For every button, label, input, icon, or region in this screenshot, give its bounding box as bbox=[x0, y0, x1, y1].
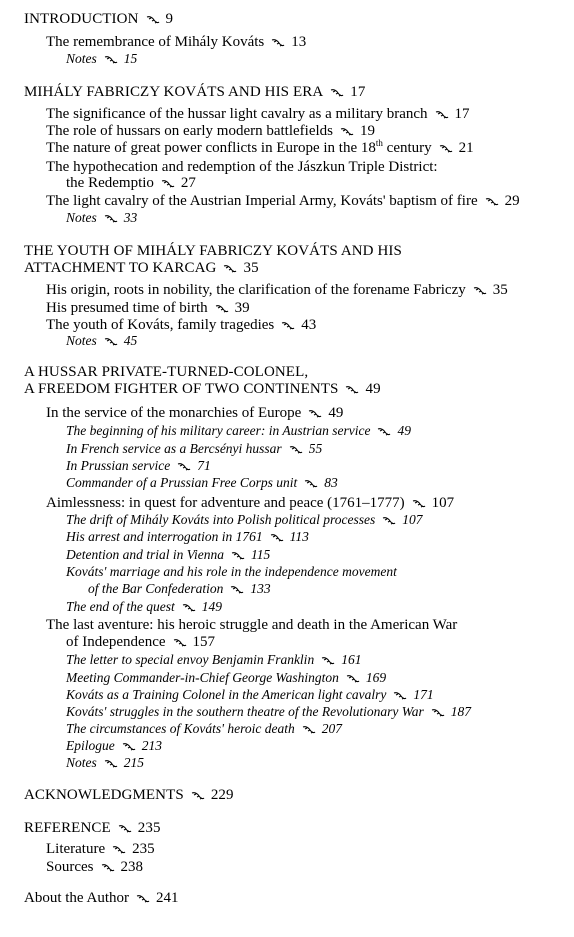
leaf-ornament-icon bbox=[302, 725, 316, 735]
toc-line bbox=[46, 404, 343, 422]
toc-line bbox=[24, 242, 402, 260]
toc-page-number: 187 bbox=[450, 704, 471, 719]
leaf-ornament-icon bbox=[431, 708, 445, 718]
toc-page-number: 213 bbox=[141, 738, 162, 753]
leaf-ornament-icon bbox=[146, 15, 160, 25]
leaf-ornament-icon bbox=[345, 385, 359, 395]
toc-line bbox=[24, 259, 259, 277]
toc-entry-title: Epilogue bbox=[66, 738, 115, 753]
toc-entry-title: Commander of a Prussian Free Corps unit bbox=[66, 475, 298, 490]
toc-entry-title: The significance of the hussar light cavalry as a military branch bbox=[46, 106, 428, 122]
toc-page-number: 29 bbox=[504, 193, 520, 209]
toc-entry-title: The light cavalry of the Austrian Imperial Army, Kováts' baptism of fire bbox=[46, 193, 478, 209]
toc-line bbox=[66, 457, 211, 475]
toc-page-number: 238 bbox=[120, 859, 143, 875]
toc-line bbox=[66, 528, 309, 546]
leaf-ornament-icon bbox=[104, 214, 118, 224]
toc-entry-title: ATTACHMENT TO KARCAG bbox=[24, 260, 217, 276]
toc-entry-title: In the service of the monarchies of Europe bbox=[46, 405, 302, 421]
leaf-ornament-icon bbox=[104, 759, 118, 769]
leaf-ornament-icon bbox=[191, 791, 205, 801]
toc-entry-title: The letter to special envoy Benjamin Franklin bbox=[66, 652, 315, 667]
toc-page-number: 35 bbox=[492, 282, 508, 298]
toc-page-number: 15 bbox=[123, 51, 138, 66]
toc-line bbox=[66, 669, 386, 687]
toc-line bbox=[66, 703, 471, 721]
toc-page-number: 43 bbox=[301, 317, 317, 333]
toc-page-number: 49 bbox=[365, 381, 381, 397]
toc-entry-title: REFERENCE bbox=[24, 820, 111, 836]
toc-line bbox=[66, 440, 322, 458]
leaf-ornament-icon bbox=[289, 445, 303, 455]
toc-page-number: 157 bbox=[192, 634, 216, 650]
leaf-ornament-icon bbox=[439, 144, 453, 154]
toc-page-number: 33 bbox=[123, 210, 138, 225]
toc-entry-title: Kováts' struggles in the southern theatre of the Revolutionary War bbox=[66, 704, 424, 719]
toc-line bbox=[46, 840, 155, 858]
toc-entry-title: of Independence bbox=[66, 634, 166, 650]
toc-line bbox=[46, 139, 474, 157]
toc-page-number: 71 bbox=[197, 458, 211, 473]
toc-page-number: 19 bbox=[360, 123, 375, 139]
toc-entry-title: Notes bbox=[66, 333, 97, 348]
toc-page-number: 13 bbox=[291, 34, 307, 50]
toc-entry-title: In Prussian service bbox=[66, 458, 171, 473]
toc-line bbox=[46, 494, 454, 512]
toc-page-number: 241 bbox=[156, 890, 179, 906]
toc-entry-title: INTRODUCTION bbox=[24, 11, 139, 27]
leaf-ornament-icon bbox=[308, 409, 322, 419]
leaf-ornament-icon bbox=[271, 38, 285, 48]
leaf-ornament-icon bbox=[215, 304, 229, 314]
leaf-ornament-icon bbox=[393, 691, 407, 701]
leaf-ornament-icon bbox=[230, 585, 244, 595]
leaf-ornament-icon bbox=[304, 479, 318, 489]
toc-entry-title: His arrest and interrogation in 1761 bbox=[66, 529, 263, 544]
toc-entry-title: The youth of Kováts, family tragedies bbox=[46, 317, 275, 333]
leaf-ornament-icon bbox=[101, 863, 115, 873]
toc-page-number: 55 bbox=[308, 441, 323, 456]
toc-page-number: 45 bbox=[123, 333, 138, 348]
toc-entry-title: The remembrance of Mihály Kováts bbox=[46, 34, 265, 50]
toc-line bbox=[46, 616, 457, 634]
toc-line bbox=[66, 174, 196, 192]
toc-line bbox=[24, 819, 161, 837]
leaf-ornament-icon bbox=[346, 674, 360, 684]
toc-page-number: 235 bbox=[137, 820, 161, 836]
toc-entry-title: His presumed time of birth bbox=[46, 300, 208, 316]
toc-entry-title: A FREEDOM FIGHTER OF TWO CONTINENTS bbox=[24, 381, 339, 397]
toc-entry-title: Notes bbox=[66, 755, 97, 770]
leaf-ornament-icon bbox=[182, 603, 196, 613]
toc-entry-title: Notes bbox=[66, 210, 97, 225]
toc-entry-title: Kováts' marriage and his role in the independence movement bbox=[66, 564, 397, 579]
toc-line bbox=[46, 281, 508, 299]
toc-page-number: 229 bbox=[210, 787, 234, 803]
toc-line bbox=[66, 50, 137, 68]
toc-entry-title: ACKNOWLEDGMENTS bbox=[24, 787, 184, 803]
toc-page-number: 149 bbox=[201, 599, 222, 614]
toc-entry-title: Notes bbox=[66, 51, 97, 66]
leaf-ornament-icon bbox=[231, 551, 245, 561]
toc-line bbox=[66, 546, 270, 564]
toc-page-number: 133 bbox=[250, 581, 271, 596]
toc-line bbox=[66, 511, 422, 529]
toc-page-number: 169 bbox=[365, 670, 387, 685]
toc-entry-title: About the Author bbox=[24, 890, 129, 906]
leaf-ornament-icon bbox=[473, 286, 487, 296]
leaf-ornament-icon bbox=[122, 742, 136, 752]
toc-page-number: 107 bbox=[431, 495, 455, 511]
leaf-ornament-icon bbox=[136, 894, 150, 904]
toc-page-number: 9 bbox=[165, 11, 174, 27]
toc-page-number: 21 bbox=[458, 140, 474, 156]
toc-line bbox=[66, 720, 342, 738]
toc-page-number: 107 bbox=[402, 512, 423, 527]
toc-page-number: 171 bbox=[413, 687, 434, 702]
leaf-ornament-icon bbox=[177, 462, 191, 472]
toc-line bbox=[24, 363, 308, 381]
leaf-ornament-icon bbox=[412, 499, 426, 509]
toc-line bbox=[66, 737, 162, 755]
toc-line bbox=[66, 422, 411, 440]
toc-line bbox=[66, 651, 361, 669]
toc-entry-title: the Redemptio bbox=[66, 175, 154, 191]
toc-page-number: 35 bbox=[243, 260, 259, 276]
leaf-ornament-icon bbox=[161, 179, 175, 189]
toc-entry-title: Kováts as a Training Colonel in the American light cavalry bbox=[66, 687, 387, 702]
toc-page-number: 235 bbox=[132, 841, 155, 857]
toc-line bbox=[24, 83, 365, 101]
leaf-ornament-icon bbox=[104, 55, 118, 65]
toc-entry-title: of the Bar Confederation bbox=[88, 581, 224, 596]
toc-entry-title: The hypothecation and redemption of the Jászkun Triple District: bbox=[46, 159, 438, 175]
leaf-ornament-icon bbox=[173, 638, 187, 648]
toc-line bbox=[66, 474, 338, 492]
toc-entry-title: The beginning of his military career: in Austrian service bbox=[66, 423, 371, 438]
toc-entry-title: A HUSSAR PRIVATE-TURNED-COLONEL, bbox=[24, 364, 309, 380]
toc-page-number: 215 bbox=[123, 755, 145, 770]
toc-line bbox=[24, 889, 179, 907]
leaf-ornament-icon bbox=[281, 321, 295, 331]
toc-entry-title: The end of the quest bbox=[66, 599, 175, 614]
toc-line bbox=[66, 754, 144, 772]
leaf-ornament-icon bbox=[112, 845, 126, 855]
toc-entry-title: Meeting Commander-in-Chief George Washington bbox=[66, 670, 339, 685]
toc-entry-title: MIHÁLY FABRICZY KOVÁTS AND HIS ERA bbox=[24, 84, 324, 100]
toc-entry-title: Sources bbox=[46, 859, 94, 875]
toc-line bbox=[46, 299, 250, 317]
toc-page-number: 49 bbox=[397, 423, 411, 438]
toc-line bbox=[24, 10, 173, 28]
leaf-ornament-icon bbox=[377, 427, 391, 437]
toc-line bbox=[46, 122, 375, 140]
toc-line bbox=[46, 858, 143, 876]
toc-line bbox=[24, 380, 381, 398]
toc-page-number: 115 bbox=[250, 547, 271, 562]
toc-page-number: 49 bbox=[328, 405, 344, 421]
toc-entry-title: Detention and trial in Vienna bbox=[66, 547, 224, 562]
toc-entry-title: THE YOUTH OF MIHÁLY FABRICZY KOVÁTS AND HIS bbox=[24, 243, 402, 259]
leaf-ornament-icon bbox=[330, 88, 344, 98]
leaf-ornament-icon bbox=[382, 516, 396, 526]
toc-page-number: 83 bbox=[324, 475, 338, 490]
toc-line bbox=[66, 563, 397, 581]
toc-page-number: 17 bbox=[454, 106, 470, 122]
toc-page-number: 39 bbox=[234, 300, 250, 316]
leaf-ornament-icon bbox=[435, 110, 449, 120]
leaf-ornament-icon bbox=[104, 337, 118, 347]
toc-page-number: 161 bbox=[341, 652, 362, 667]
toc-entry-title: In French service as a Bercsényi hussar bbox=[66, 441, 282, 456]
leaf-ornament-icon bbox=[321, 656, 335, 666]
leaf-ornament-icon bbox=[340, 127, 354, 137]
toc-line bbox=[66, 686, 434, 704]
toc-line bbox=[66, 633, 215, 651]
toc-entry-title: The role of hussars on early modern battlefields bbox=[46, 123, 333, 139]
leaf-ornament-icon bbox=[270, 533, 284, 543]
toc-page-number: 113 bbox=[289, 529, 309, 544]
toc-line bbox=[66, 209, 137, 227]
leaf-ornament-icon bbox=[485, 197, 499, 207]
toc-line bbox=[66, 598, 222, 616]
toc-line bbox=[46, 33, 306, 51]
toc-entry-title: His origin, roots in nobility, the clarification of the forename Fabriczy bbox=[46, 282, 466, 298]
toc-page-number: 27 bbox=[180, 175, 196, 191]
toc-line bbox=[24, 786, 234, 804]
toc-page-number: 207 bbox=[321, 721, 342, 736]
toc-line bbox=[46, 105, 470, 123]
toc-line bbox=[46, 192, 520, 210]
toc-entry-title: The last aventure: his heroic struggle and death in the American War bbox=[46, 617, 458, 633]
toc-entry-title: The drift of Mihály Kováts into Polish political processes bbox=[66, 512, 376, 527]
toc-line bbox=[66, 332, 137, 350]
toc-entry-title: Literature bbox=[46, 841, 106, 857]
toc-entry-title: Aimlessness: in quest for adventure and peace (1761–1777) bbox=[46, 495, 405, 511]
toc-page-number: 17 bbox=[350, 84, 366, 100]
toc-entry-title: The circumstances of Kováts' heroic death bbox=[66, 721, 295, 736]
toc-entry-title: The nature of great power conflicts in Europe in the 18th century bbox=[46, 138, 432, 156]
leaf-ornament-icon bbox=[223, 264, 237, 274]
leaf-ornament-icon bbox=[118, 824, 132, 834]
toc-line bbox=[88, 580, 271, 598]
